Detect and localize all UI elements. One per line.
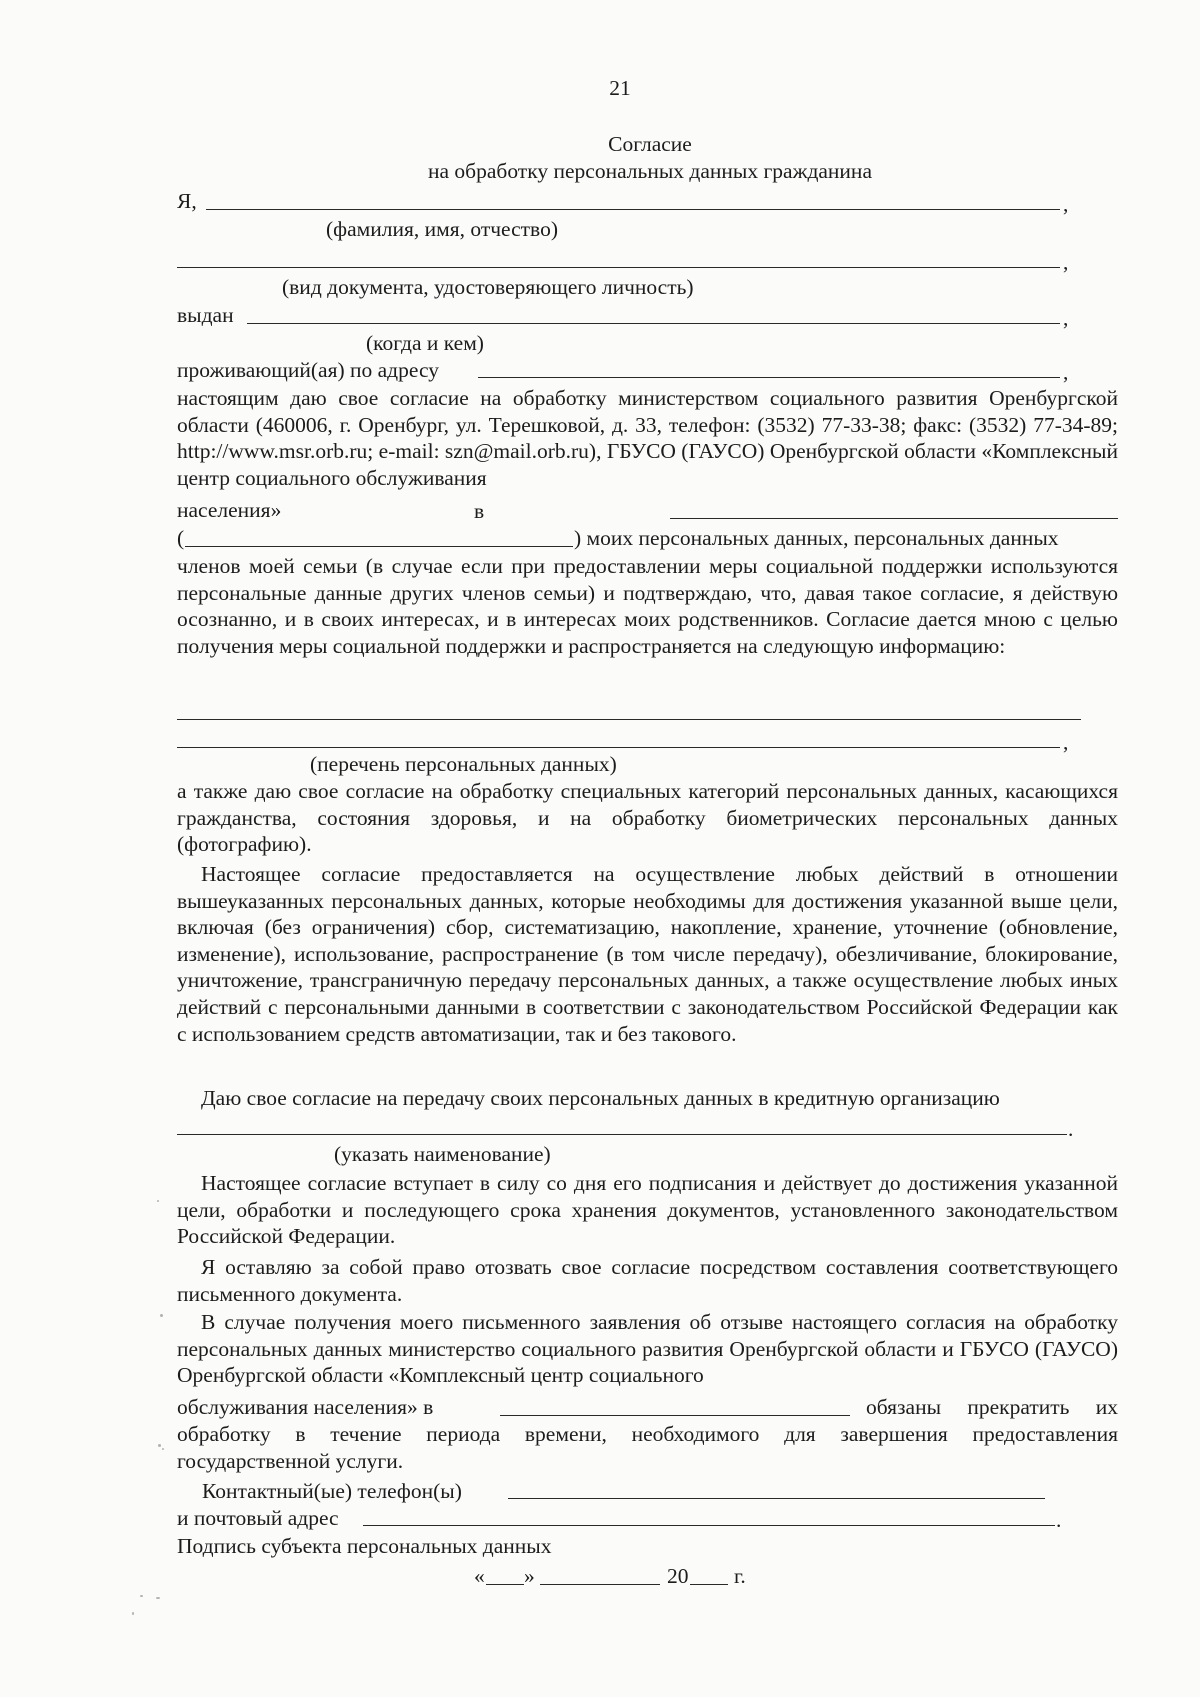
scan-speck — [160, 1314, 163, 1317]
family-paragraph: членов моей семьи (в случае если при предоставлении меры социальной поддержки используются персональные данные других членов семьи) и подтверждаю, что, давая такое согласие, я действую осознанно, и в своих интересах, и в интересах моих родственников. Согласие дается мною с целью получения меры социальной поддержки и распространяется на следующую информацию: — [177, 554, 1118, 658]
withdrawal-continuation: обработку в течение периода времени, необходимого для завершения предоставления государственной услуги. — [177, 1422, 1118, 1473]
withdrawal-after-blank: обязаны прекратить их — [866, 1395, 1118, 1419]
fio-caption: (фамилия, имя, отчество) — [326, 217, 558, 241]
address-field[interactable] — [478, 377, 1060, 378]
issued-field[interactable] — [247, 323, 1060, 324]
date-day-field[interactable] — [486, 1584, 524, 1585]
info-field-1[interactable] — [177, 719, 1081, 720]
revoke-paragraph — [177, 1254, 1118, 1307]
credit-text: Даю свое согласие на передачу своих персональных данных в кредитную организацию — [201, 1086, 1000, 1110]
postal-label: и почтовый адрес — [177, 1506, 339, 1530]
scan-speck — [162, 1448, 164, 1450]
withdrawal-paragraph — [177, 1309, 1118, 1389]
v-label: в — [474, 499, 485, 523]
scan-speck — [157, 1200, 159, 1202]
document-subtitle: на обработку персональных данных гражданина — [428, 159, 872, 183]
phone-label: Контактный(ые) телефон(ы) — [202, 1479, 462, 1503]
date-year-prefix: 20 — [667, 1564, 689, 1588]
issued-caption: (когда и кем) — [366, 331, 484, 355]
ya-label: Я, — [177, 189, 197, 213]
fio-field[interactable] — [206, 209, 1060, 210]
address-label: проживающий(ая) по адресу — [177, 358, 439, 382]
validity-text: Настоящее согласие вступает в силу со дня его подписания и действует до достижения указанной цели, обработки и последующего срока хранения документов, установленного законодательством Российской Федерации. — [177, 1171, 1118, 1249]
special-paragraph: а также даю свое согласие на обработку специальных категорий персональных данных, касающихся гражданства, состояния здоровья, и на обработку биометрических персональных данных (фотографию). — [177, 779, 1118, 857]
revoke-text: Я оставляю за собой право отозвать свое согласие посредством составления соответствующего письменного документа. — [177, 1255, 1118, 1306]
scan-speck — [140, 1595, 143, 1597]
page-number: 21 — [609, 76, 631, 100]
credit-organization-field[interactable] — [177, 1134, 1067, 1135]
scan-speck — [158, 1444, 161, 1447]
center-location-field[interactable] — [670, 518, 1118, 519]
withdrawal-text: В случае получения моего письменного заявления об отзыве настоящего согласия на обработку персональных данных министерство социального развития Оренбургской области и ГБУСО (ГАУСО) Оренбургской области «Комплексный центр социального — [177, 1310, 1118, 1388]
period: . — [1056, 1508, 1062, 1532]
actions-paragraph — [177, 861, 1118, 1047]
comma: , — [1063, 250, 1069, 274]
validity-paragraph — [177, 1170, 1118, 1250]
comma: , — [1063, 360, 1069, 384]
withdrawal-location-field[interactable] — [500, 1415, 850, 1416]
comma: , — [1063, 730, 1069, 754]
scan-speck — [132, 1612, 134, 1615]
date-open-quote: « — [474, 1564, 485, 1588]
date-month-field[interactable] — [540, 1584, 660, 1585]
comma: , — [1063, 306, 1069, 330]
actions-text: Настоящее согласие предоставляется на осуществление любых действий в отношении вышеуказанных персональных данных, которые необходимы для достижения указанной выше цели, включая (без ограничения) сбор, систематизацию, накопление, хранение, уточнение (обновление, изменение), использование, распространение (в том числе передачу), обезличивание, блокирование, уничтожение, трансграничную передачу персональных данных, а также осуществление любых иных действий с персональными данными в соответствии с законодательством Российской Федерации как с использованием средств автоматизации, так и без такового. — [177, 862, 1118, 1046]
center-name-field[interactable] — [185, 546, 573, 547]
period: . — [1068, 1117, 1074, 1141]
signature-label: Подпись субъекта персональных данных — [177, 1534, 552, 1558]
document-title: Согласие — [608, 132, 692, 156]
credit-paragraph — [177, 1085, 1118, 1112]
scan-speck — [156, 1597, 160, 1599]
date-year-field[interactable] — [690, 1584, 728, 1585]
population-label: населения» — [177, 498, 282, 522]
doc-caption: (вид документа, удостоверяющего личность) — [282, 275, 694, 299]
issued-label: выдан — [177, 303, 234, 327]
close-paren-text: ) моих персональных данных, персональных данных — [574, 526, 1059, 550]
consent-paragraph: настоящим даю свое согласие на обработку министерством социального развития Оренбургской области (460006, г. Оренбург, ул. Терешковой, д. 33, телефон: (3532) 77-33-38; факс: (3532) 77-34-89; http://www.msr.orb.ru; e-mail: szn@mail.orb.ru), ГБУСО (ГАУСО) Оренбургской области «Комплексный центр социального обслуживания — [177, 386, 1119, 490]
withdrawal-v-label: обслуживания населения» в — [177, 1395, 434, 1419]
postal-address-field[interactable] — [363, 1525, 1055, 1526]
date-year-suffix: г. — [734, 1564, 746, 1588]
comma: , — [1063, 192, 1069, 216]
credit-caption: (указать наименование) — [334, 1142, 551, 1166]
list-caption: (перечень персональных данных) — [310, 752, 617, 776]
open-paren: ( — [177, 526, 185, 550]
identity-document-field[interactable] — [177, 267, 1060, 268]
date-close-quote: » — [524, 1564, 535, 1588]
info-field-2[interactable] — [177, 747, 1060, 748]
phone-field[interactable] — [508, 1498, 1045, 1499]
